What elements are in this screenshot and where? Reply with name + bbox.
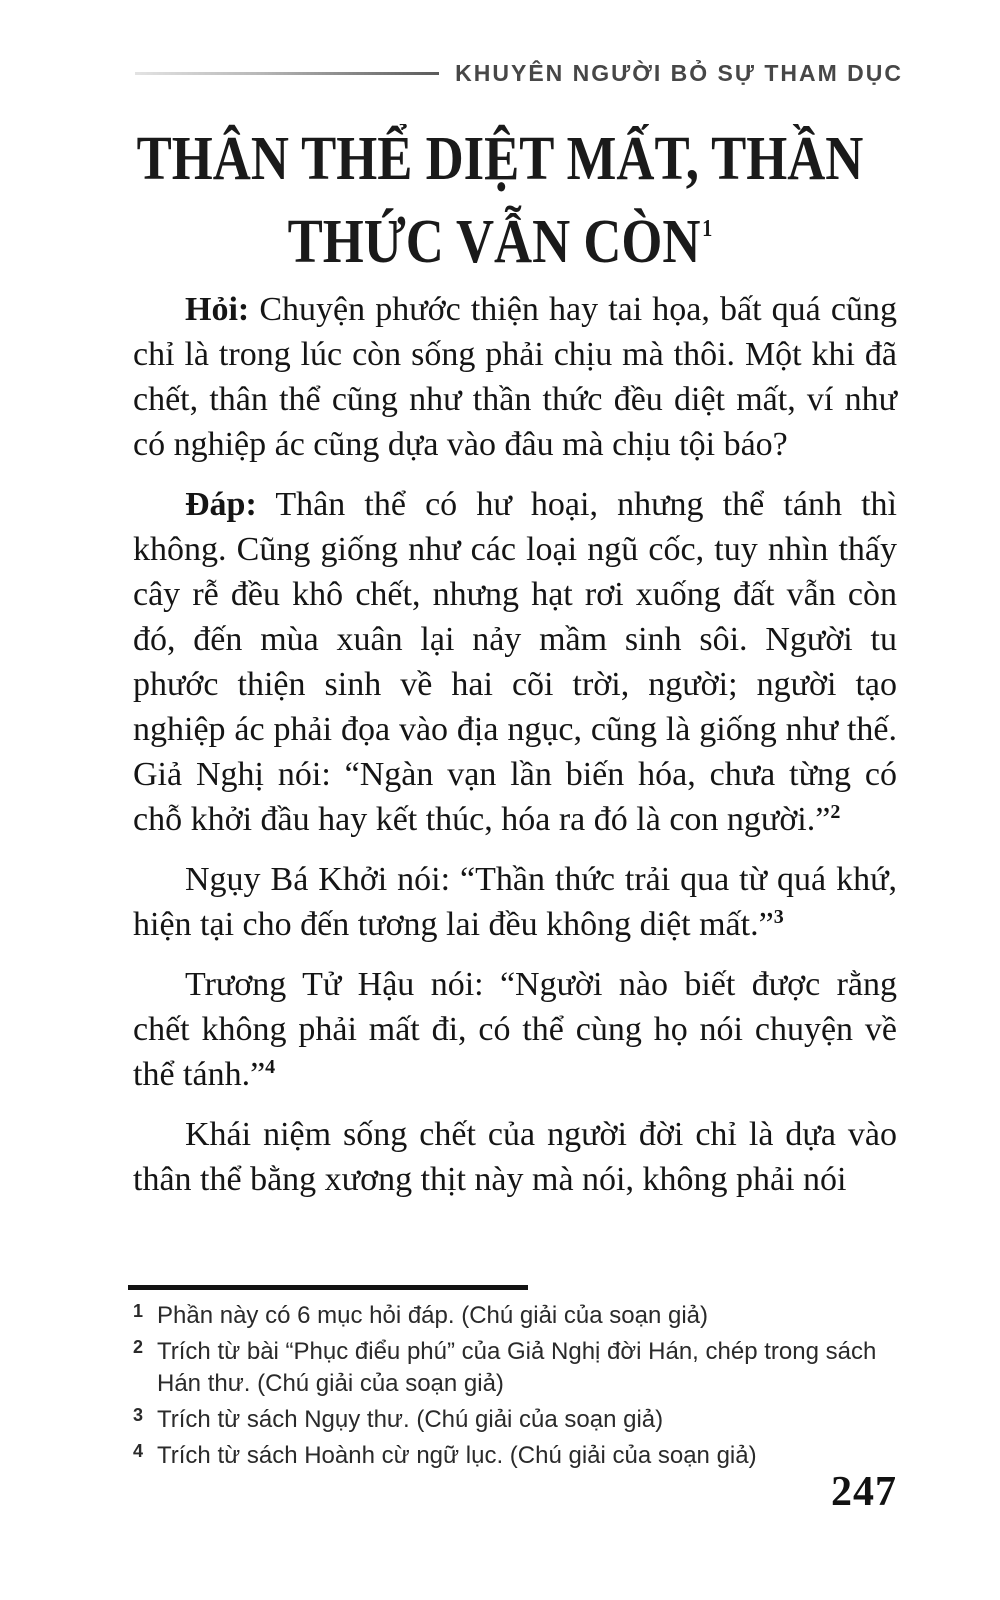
title-footnote-ref: 1 (702, 216, 713, 242)
footnote-ref: 4 (265, 1056, 276, 1078)
footnote-1 (133, 1300, 911, 1332)
footnotes (133, 1300, 911, 1476)
footnote-number: 1 (133, 1301, 144, 1321)
chapter-title-line1: THÂN THỂ DIỆT MẤT, THẦN (136, 125, 864, 193)
running-header (135, 60, 903, 87)
footnote-text: Trích từ sách Hoành cừ ngữ lục. (Chú giải của soạn giả) (157, 1442, 757, 1469)
paragraph-lead: Đáp: (185, 486, 257, 523)
body-text (133, 287, 897, 1217)
running-header-title: KHUYÊN NGƯỜI BỎ SỰ THAM DỤC (455, 60, 903, 86)
chapter-title (75, 124, 925, 277)
paragraph-text: Trương Tử Hậu nói: “Người nào biết được rằng chết không phải mất đi, có thể cùng họ nói chuyện về thể tánh.” (133, 966, 897, 1093)
paragraph-quote-nguy-ba-khoi (133, 857, 897, 947)
footnote-number: 2 (133, 1337, 144, 1357)
paragraph-text: Ngụy Bá Khởi nói: “Thần thức trải qua từ quá khứ, hiện tại cho đến tương lai đều không diệt mất.” (133, 861, 897, 943)
paragraph-question (133, 287, 897, 467)
header-rule (135, 72, 439, 75)
footnote-3 (133, 1404, 911, 1436)
paragraph-lead: Hỏi: (185, 291, 250, 328)
footnote-ref: 2 (830, 801, 841, 823)
footnote-4 (133, 1440, 911, 1472)
footnote-number: 3 (133, 1405, 144, 1425)
footnote-2 (133, 1336, 911, 1400)
footnote-ref: 3 (773, 906, 784, 928)
paragraph-answer (133, 482, 897, 842)
paragraph-closing (133, 1112, 897, 1202)
footnote-separator-rule (128, 1285, 528, 1290)
paragraph-text: Thân thể có hư hoại, nhưng thể tánh thì không. Cũng giống như các loại ngũ cốc, tuy nhìn thấy cây rễ đều khô chết, nhưng hạt rơi xuống đất vẫn còn đó, đến mùa xuân lại nảy mầm sinh sôi. Người tu phước thiện sinh về hai cõi trời, người; người tạo nghiệp ác phải đọa vào địa ngục, cũng là giống như thế. Giả Nghị nói: “Ngàn vạn lần biến hóa, chưa từng có chỗ khởi đầu hay kết thúc, hóa ra đó là con người.” (133, 486, 897, 838)
footnote-text: Trích từ bài “Phục điểu phú” của Giả Nghị đời Hán, chép trong sách Hán thư. (Chú giải của soạn giả) (157, 1338, 877, 1397)
footnote-text: Phần này có 6 mục hỏi đáp. (Chú giải của soạn giả) (157, 1302, 709, 1329)
page-number: 247 (831, 1469, 897, 1515)
footnote-text: Trích từ sách Ngụy thư. (Chú giải của soạn giả) (157, 1406, 664, 1433)
chapter-title-line2: THỨC VẪN CÒN$^1$ (287, 208, 713, 276)
paragraph-text: Khái niệm sống chết của người đời chỉ là dựa vào thân thể bằng xương thịt này mà nói, không phải nói (133, 1116, 897, 1198)
footnote-number: 4 (133, 1441, 144, 1461)
paragraph-quote-truong-tu-hau (133, 962, 897, 1097)
paragraph-text: Chuyện phước thiện hay tai họa, bất quá cũng chỉ là trong lúc còn sống phải chịu mà thôi. Một khi đã chết, thân thể cũng như thần thức đều diệt mất, ví như có nghiệp ác cũng dựa vào đâu mà chịu tội báo? (133, 291, 897, 463)
